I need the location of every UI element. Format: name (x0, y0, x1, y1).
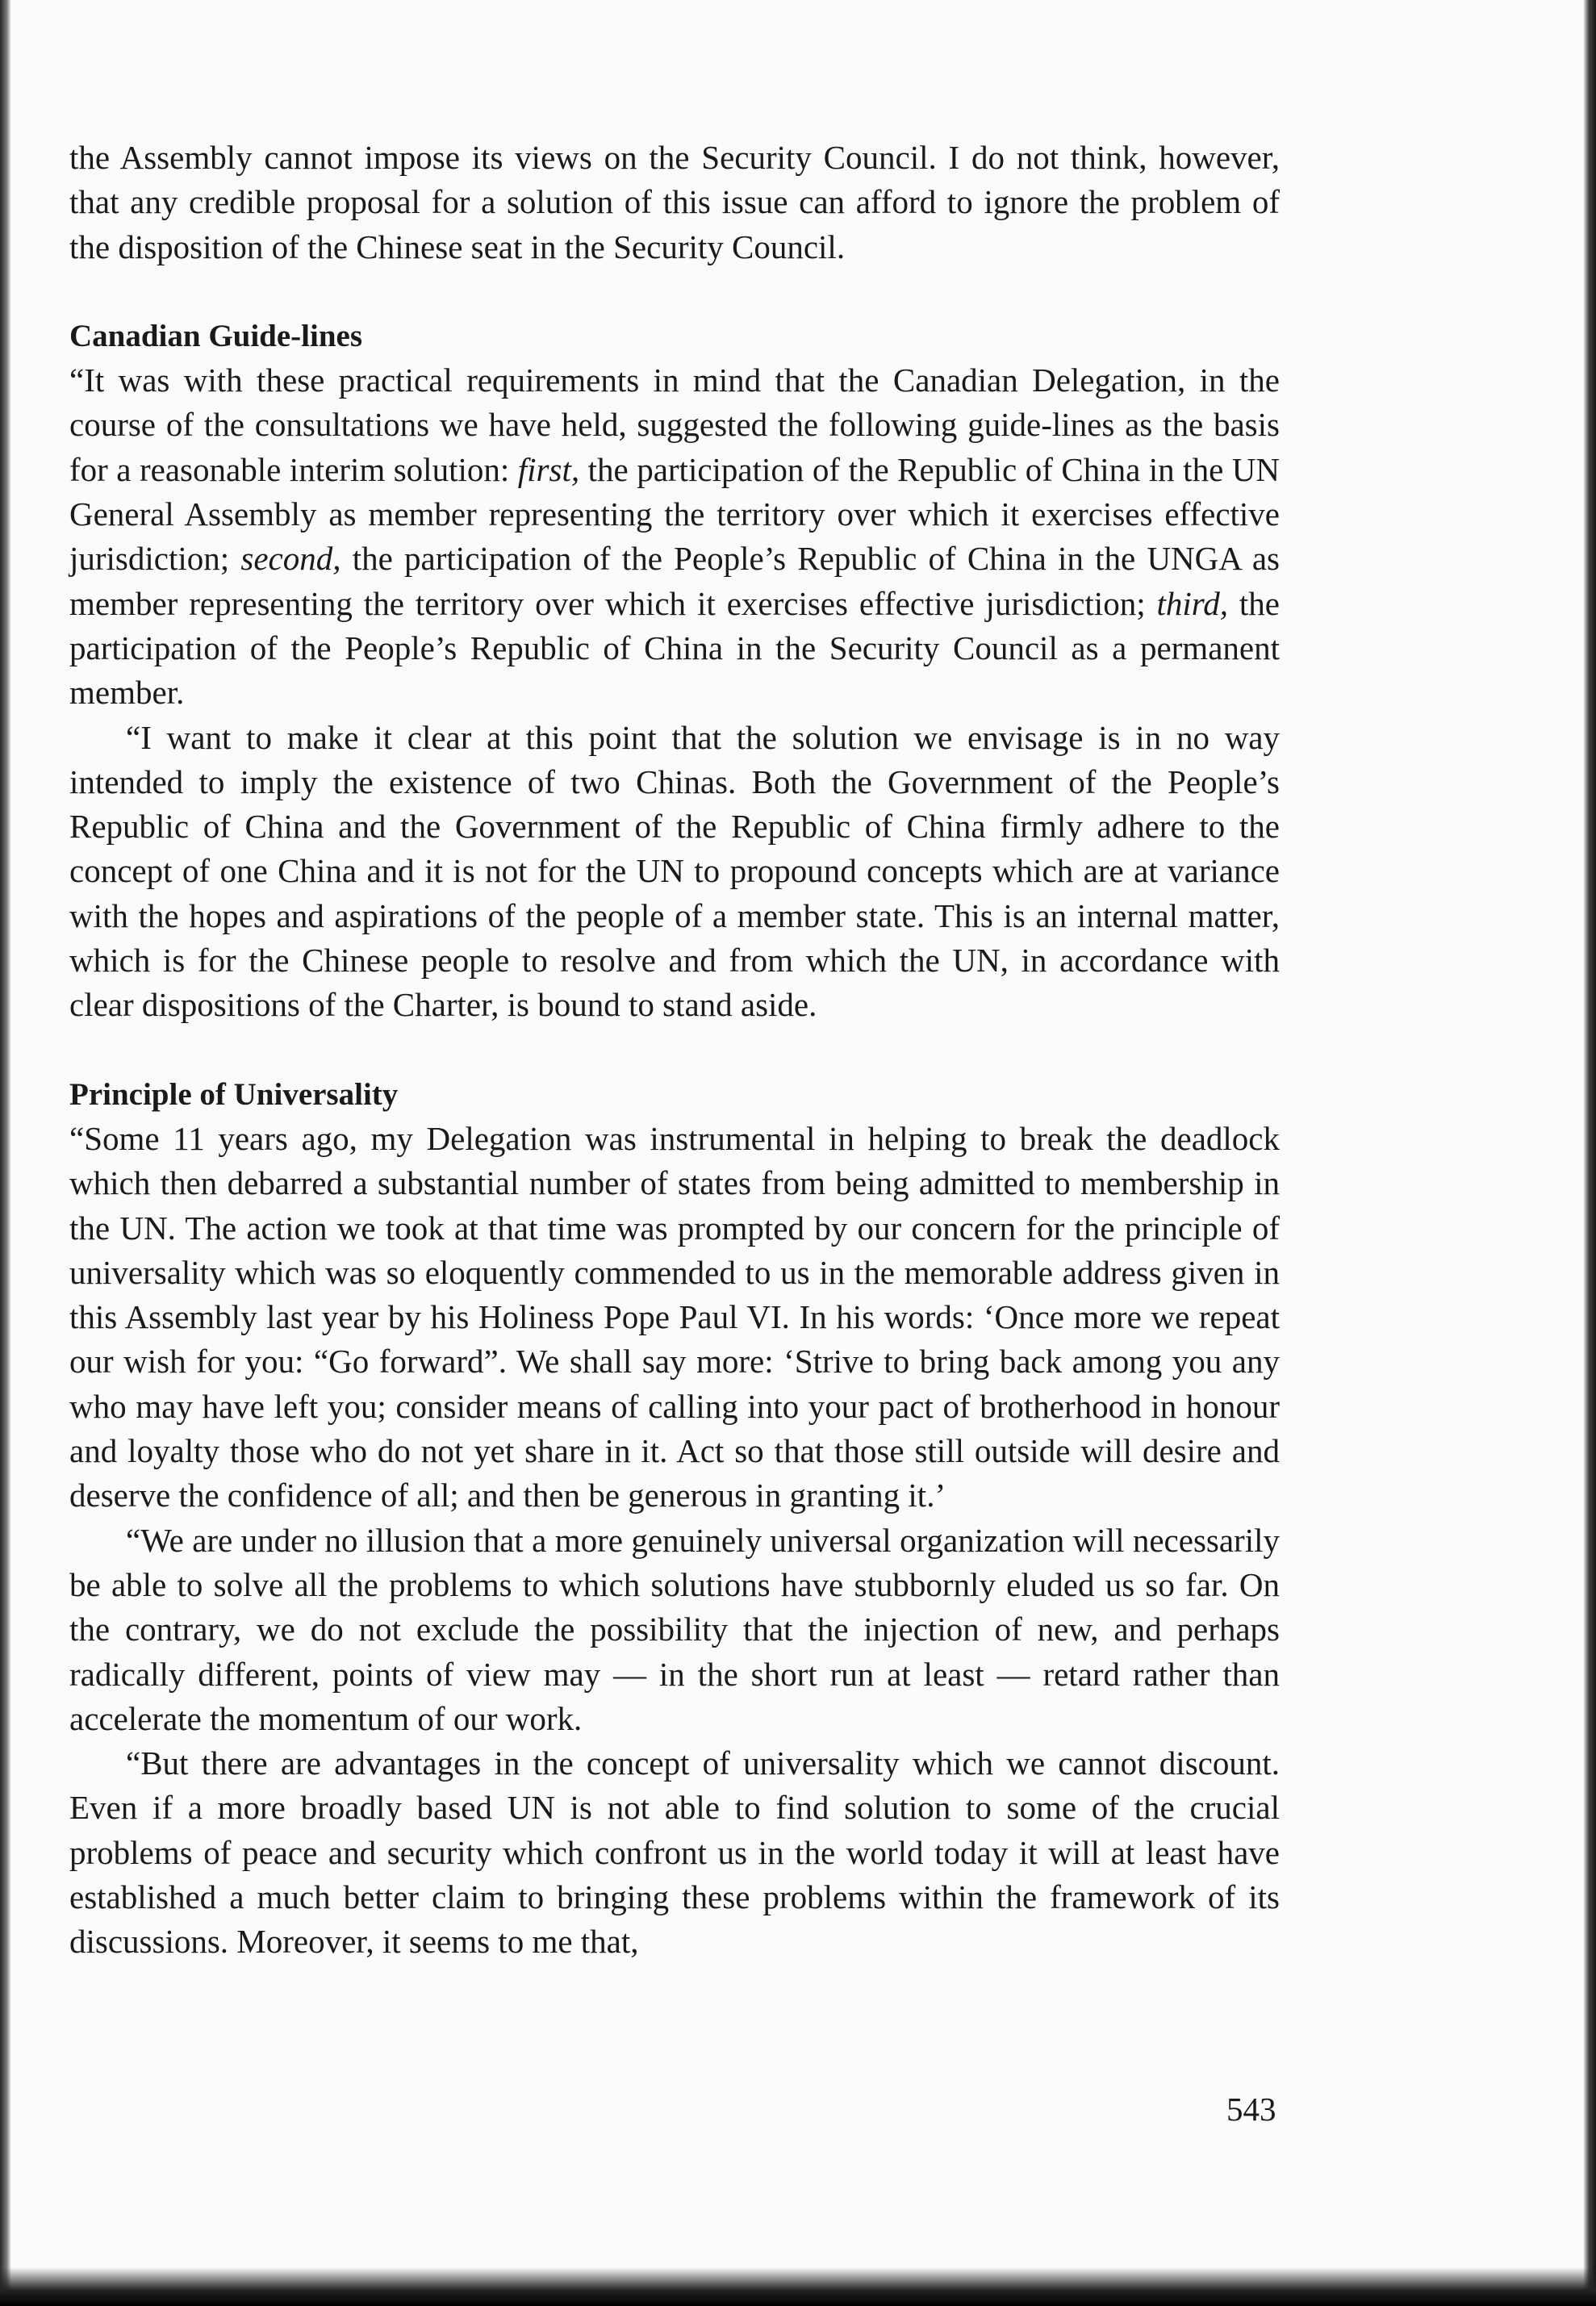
emphasis-second: second, (240, 540, 341, 578)
emphasis-first: first, (517, 450, 580, 488)
paragraph-text: the participation of the Republic of China in the UN General Assembly as member representing the territory over which it exercises effective jurisdiction; (69, 450, 1280, 578)
section-heading-canadian-guidelines: Canadian Guide-lines (69, 318, 363, 353)
paragraph-two-chinas: “I want to make it clear at this point that the solution we envisage is in no way intended to imply the existence of two Chinas. Both the Government of the People’s Republic of China and the Government of the Republic of China firmly adhere to the concept of one China and it is not for the UN to propound concepts which are at variance with the hopes and aspirations of the people of a member state. This is an internal matter, which is for the Chinese people to resolve and from which the UN, in accordance with clear dispositions of the Charter, is bound to stand aside. (69, 718, 1280, 1024)
paragraph-text: the participation of the People’s Republic of China in the UNGA as member representing the territory over which it exercises effective jurisdiction; (69, 540, 1280, 622)
page-number: 543 (1226, 2091, 1276, 2128)
opening-paragraph: the Assembly cannot impose its views on the Security Council. I do not think, however, that any credible proposal for a solution of this issue can afford to ignore the problem of the disposition of the Chinese seat in the Security Council. (69, 139, 1280, 265)
paragraph-text: the participation of the People’s Republic of China in the Security Council as a permanent member. (69, 584, 1280, 712)
page-bottom-edge (0, 2267, 1596, 2306)
section-heading-universality: Principle of Universality (69, 1076, 399, 1112)
page-left-edge (0, 0, 11, 2306)
body-text (69, 136, 1280, 1965)
page-right-edge (1583, 0, 1596, 2306)
emphasis-third: third, (1156, 584, 1228, 622)
paragraph-universality-1: “Some 11 years ago, my Delegation was instrumental in helping to break the deadlock which then debarred a substantial number of states from being admitted to membership in the UN. The action we took at that time was prompted by our concern for the principle of universality which was so eloquently commended to us in the memorable address given in this Assembly last year by his Holiness Pope Paul VI. In his words: ‘Once more we repeat our wish for you: “Go forward”. We shall say more: ‘Strive to bring back among you any who may have left you; consider means of calling into your pact of brotherhood in honour and loyalty those who do not yet share in it. Act so that those still outside will desire and deserve the confidence of all; and then be generous in granting it.’ (69, 1119, 1280, 1514)
paragraph-universality-3: “But there are advantages in the concept of universality which we cannot discount. Even if a more broadly based UN is not able to find solution to some of the crucial problems of peace and security which confront us in the world today it will at least have established a much better claim to bringing these problems within the framework of its discussions. Moreover, it seems to me that, (69, 1744, 1280, 1961)
paragraph-universality-2: “We are under no illusion that a more genuinely universal organization will necessarily be able to solve all the problems to which solutions have stubbornly eluded us so far. On the contrary, we do not exclude the possibility that the injection of new, and perhaps radically different, points of view may — in the short run at least — retard rather than accelerate the momentum of our work. (69, 1521, 1280, 1737)
paragraph-guidelines (69, 358, 1280, 715)
paragraph-text: “It was with these practical requirements in mind that the Canadian Delegation, in the course of the consultations we have held, suggested the following guide-lines as the basis for a reasonable interim solution: (69, 361, 1280, 488)
